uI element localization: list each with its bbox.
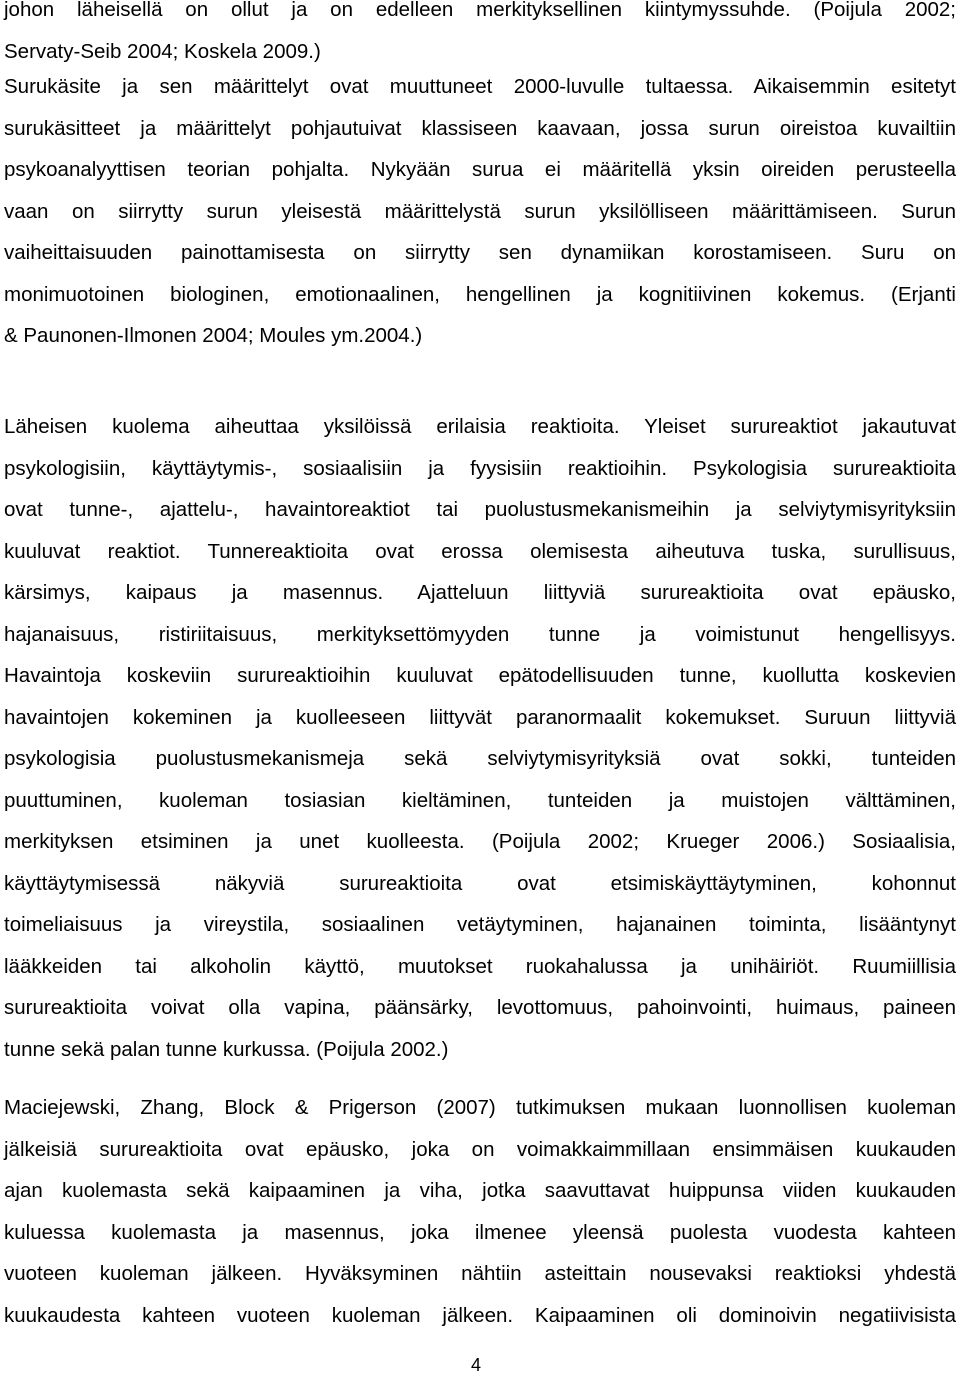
text-line: lääkkeiden tai alkoholin käyttö, muutokset ruokahalussa ja unihäiriöt. Ruumiillisia (4, 954, 956, 978)
text-line: ovat tunne-, ajattelu-, havaintoreaktiot tai puolustusmekanismeihin ja selviytymisyrityksiin (4, 498, 956, 521)
paragraph-4 (4, 1087, 956, 1336)
text-line: Läheisen kuolema aiheuttaa yksilöissä erilaisia reaktioita. Yleiset surureaktiot jakautuvat (4, 415, 956, 438)
paragraph-3 (4, 406, 956, 1070)
text-line: psykoanalyyttisen teorian pohjalta. Nykyään surua ei määritellä yksin oireiden perusteella (4, 158, 956, 181)
text-line: surureaktioita voivat olla vapina, päänsärky, levottomuus, pahoinvointi, huimaus, paineen (4, 996, 956, 1019)
text-line: Servaty-Seib 2004; Koskela 2009.) (4, 39, 321, 63)
text-line: kuukaudesta kahteen vuoteen kuoleman jälkeen. Kaipaaminen oli dominoivin negatiivisista (4, 1303, 956, 1327)
text-line: Surukäsite ja sen määrittelyt ovat muuttuneet 2000-luvulle tultaessa. Aikaisemmin esitetyt (4, 75, 956, 98)
document-page (4, 0, 956, 1379)
text-line: jälkeisiä surureaktioita ovat epäusko, joka on voimakkaimmillaan ensimmäisen kuukauden (4, 1137, 956, 1161)
text-line: psykologisiin, käyttäytymis-, sosiaalisiin ja fyysisiin reaktioihin. Psykologisia surureaktioita (4, 456, 956, 480)
text-line: monimuotoinen biologinen, emotionaalinen, hengellinen ja kognitiivinen kokemus. (Erjanti (4, 282, 956, 306)
text-line: kärsimys, kaipaus ja masennus. Ajatteluun liittyviä surureaktioita ovat epäusko, (4, 581, 956, 604)
text-line: surukäsitteet ja määrittelyt pohjautuivat klassiseen kaavaan, jossa surun oireistoa kuvailtiin (4, 116, 956, 140)
text-line: merkityksen etsiminen ja unet kuolleesta. (Poijula 2002; Krueger 2006.) Sosiaalisia, (4, 830, 956, 853)
text-line: toimeliaisuus ja vireystila, sosiaalinen vetäytyminen, hajanainen toiminta, lisääntynyt (4, 913, 956, 936)
paragraph-2 (4, 66, 956, 357)
text-line: kuuluvat reaktiot. Tunnereaktioita ovat erossa olemisesta aiheutuva tuska, surullisuus, (4, 539, 956, 563)
text-line: & Paunonen-Ilmonen 2004; Moules ym.2004.) (4, 324, 423, 347)
page-number: 4 (470, 1355, 481, 1375)
text-line: vaan on siirrytty surun yleisestä määrittelystä surun yksilölliseen määrittämiseen. Surun (4, 199, 956, 223)
text-line: kuluessa kuolemasta ja masennus, joka ilmenee yleensä puolesta vuodesta kahteen (4, 1220, 956, 1244)
text-line: vaiheittaisuuden painottamisesta on siirrytty sen dynamiikan korostamiseen. Suru on (4, 241, 956, 264)
text-line: johon läheisellä on ollut ja on edelleen merkityksellinen kiintymyssuhde. (Poijula 2002; (4, 0, 956, 21)
text-line: psykologisia puolustusmekanismeja sekä selviytymisyrityksiä ovat sokki, tunteiden (4, 747, 956, 770)
text-line: ajan kuolemasta sekä kaipaaminen ja viha, jotka saavuttavat huippunsa viiden kuukauden (4, 1179, 956, 1202)
text-line: tunne sekä palan tunne kurkussa. (Poijula 2002.) (4, 1037, 449, 1061)
text-line: Maciejewski, Zhang, Block & Prigerson (2007) tutkimuksen mukaan luonnollisen kuoleman (4, 1096, 956, 1119)
text-line: Havaintoja koskeviin surureaktioihin kuuluvat epätodellisuuden tunne, kuollutta koskevien (4, 664, 956, 687)
text-line: käyttäytymisessä näkyviä surureaktioita ovat etsimiskäyttäytyminen, kohonnut (4, 871, 956, 895)
text-line: puuttuminen, kuoleman tosiasian kieltäminen, tunteiden ja muistojen välttäminen, (4, 788, 956, 812)
text-line: hajanaisuus, ristiriitaisuus, merkityksettömyyden tunne ja voimistunut hengellisyys. (4, 622, 956, 646)
paragraph-1 (4, 0, 956, 72)
text-line: vuoteen kuoleman jälkeen. Hyväksyminen nähtiin asteittain nousevaksi reaktioksi yhdestä (4, 1262, 956, 1285)
text-line: havaintojen kokeminen ja kuolleeseen liittyvät paranormaalit kokemukset. Suruun liittyviä (4, 705, 956, 729)
